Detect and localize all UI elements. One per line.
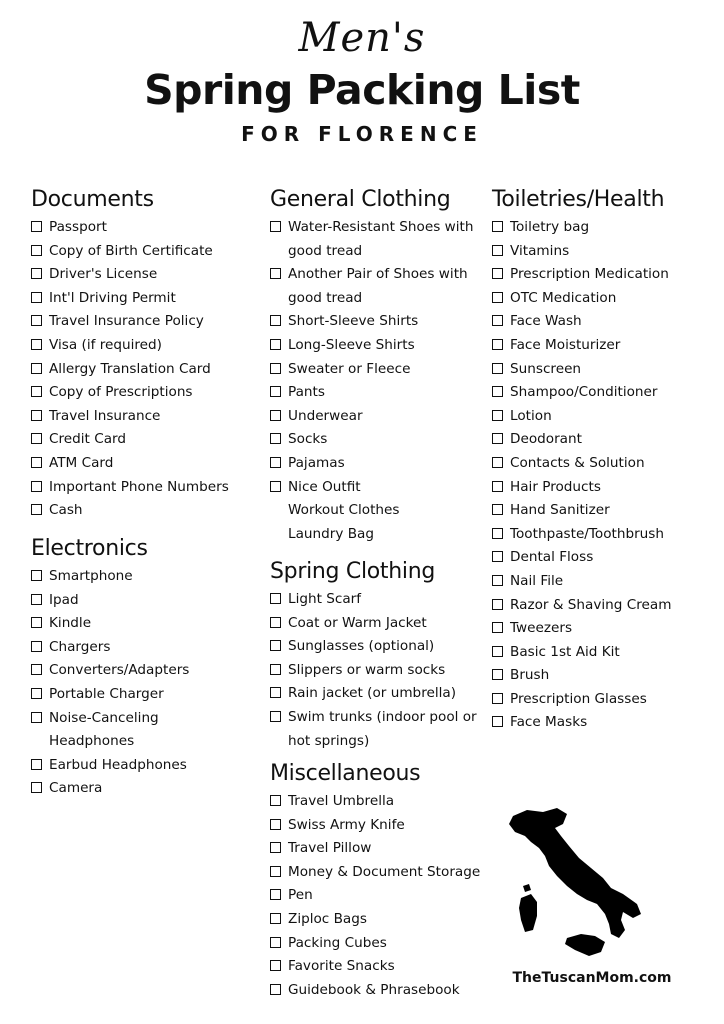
checkbox[interactable] bbox=[492, 315, 503, 326]
item-label: Sunglasses (optional) bbox=[288, 638, 435, 655]
checkbox[interactable] bbox=[31, 315, 42, 326]
checklist-item[interactable] bbox=[492, 334, 671, 358]
checklist-item[interactable] bbox=[492, 499, 671, 523]
checkbox[interactable] bbox=[492, 575, 503, 586]
checklist-item[interactable] bbox=[270, 358, 473, 382]
checklist-item[interactable] bbox=[492, 263, 671, 287]
checkbox[interactable] bbox=[270, 664, 281, 675]
item-label: Prescription Medication bbox=[510, 266, 669, 283]
checklist-item[interactable] bbox=[270, 955, 480, 979]
checkbox[interactable] bbox=[492, 504, 503, 515]
checklist-item[interactable] bbox=[270, 659, 477, 683]
item-label: good tread bbox=[288, 289, 363, 306]
section-toiletries-health bbox=[492, 186, 671, 735]
checklist-item[interactable] bbox=[31, 358, 229, 382]
checklist-item[interactable] bbox=[31, 499, 229, 523]
item-label: Prescription Glasses bbox=[510, 690, 647, 707]
checkbox[interactable] bbox=[270, 795, 281, 806]
checklist-item[interactable] bbox=[31, 754, 189, 778]
checklist-item[interactable] bbox=[31, 636, 189, 660]
checklist-item[interactable] bbox=[31, 476, 229, 500]
item-label: Nice Outfit bbox=[288, 478, 361, 495]
checkbox[interactable] bbox=[492, 363, 503, 374]
checklist-item[interactable] bbox=[270, 452, 473, 476]
checkbox[interactable] bbox=[270, 640, 281, 651]
section-title: General Clothing bbox=[270, 187, 451, 212]
checkbox[interactable] bbox=[270, 617, 281, 628]
checkbox[interactable] bbox=[270, 984, 281, 995]
checkbox[interactable] bbox=[270, 433, 281, 444]
checkbox[interactable] bbox=[492, 693, 503, 704]
item-label: Pajamas bbox=[288, 454, 345, 471]
checklist-item[interactable] bbox=[270, 790, 480, 814]
checklist bbox=[31, 565, 189, 801]
checklist-item-continuation bbox=[31, 730, 189, 754]
checklist-item[interactable] bbox=[492, 240, 671, 264]
section-title: Electronics bbox=[31, 536, 148, 561]
checkbox[interactable] bbox=[270, 866, 281, 877]
checklist-item-continuation bbox=[270, 287, 473, 311]
checkbox[interactable] bbox=[31, 759, 42, 770]
checklist-item[interactable] bbox=[270, 428, 473, 452]
item-label: Another Pair of Shoes with bbox=[288, 266, 468, 283]
checkbox[interactable] bbox=[492, 339, 503, 350]
checklist-item[interactable] bbox=[492, 287, 671, 311]
checklist-item[interactable] bbox=[492, 476, 671, 500]
checkbox[interactable] bbox=[492, 433, 503, 444]
checkbox[interactable] bbox=[270, 481, 281, 492]
item-label: Passport bbox=[49, 219, 107, 235]
checklist-item[interactable] bbox=[492, 594, 671, 618]
checklist-item[interactable] bbox=[270, 861, 480, 885]
item-label: Tweezers bbox=[510, 620, 573, 637]
item-label: Credit Card bbox=[49, 431, 127, 448]
checkbox[interactable] bbox=[31, 782, 42, 793]
checkbox[interactable] bbox=[31, 363, 42, 374]
page-title: Spring Packing List bbox=[144, 66, 580, 114]
checklist-item[interactable] bbox=[492, 688, 671, 712]
section-spring-clothing bbox=[270, 558, 477, 753]
checklist-item[interactable] bbox=[31, 240, 229, 264]
checklist-item[interactable] bbox=[492, 546, 671, 570]
item-label: Coat or Warm Jacket bbox=[288, 614, 427, 631]
checkbox[interactable] bbox=[270, 937, 281, 948]
checkbox[interactable] bbox=[31, 292, 42, 303]
checklist-item[interactable] bbox=[31, 287, 229, 311]
item-label: Slippers or warm socks bbox=[288, 661, 446, 678]
checkbox[interactable] bbox=[492, 716, 503, 727]
checklist-item[interactable] bbox=[270, 908, 480, 932]
checklist-item-continuation bbox=[270, 730, 477, 754]
item-label: Shampoo/Conditioner bbox=[510, 384, 658, 401]
item-label: Hand Sanitizer bbox=[510, 502, 610, 519]
item-label: Dental Floss bbox=[510, 549, 594, 566]
item-label: Travel Insurance bbox=[49, 407, 161, 424]
section-documents bbox=[31, 186, 229, 523]
checklist-item[interactable] bbox=[31, 612, 189, 636]
item-label: Earbud Headphones bbox=[49, 756, 187, 773]
checklist-item[interactable] bbox=[31, 683, 189, 707]
checkbox[interactable] bbox=[31, 688, 42, 699]
checklist-item[interactable] bbox=[31, 334, 229, 358]
item-label: Deodorant bbox=[510, 431, 582, 448]
item-label: Swiss Army Knife bbox=[288, 816, 405, 833]
checklist-item[interactable] bbox=[270, 612, 477, 636]
checklist-item[interactable] bbox=[31, 263, 229, 287]
checkbox[interactable] bbox=[31, 570, 42, 581]
item-label: Packing Cubes bbox=[288, 934, 387, 951]
item-label: Driver's License bbox=[49, 266, 158, 283]
section-title: Documents bbox=[31, 187, 154, 212]
item-label: Favorite Snacks bbox=[288, 958, 395, 975]
item-label: Ipad bbox=[49, 591, 79, 608]
item-label: Short-Sleeve Shirts bbox=[288, 313, 419, 330]
item-label: Laundry Bag bbox=[288, 525, 375, 542]
checkbox[interactable] bbox=[31, 433, 42, 444]
item-label: Basic 1st Aid Kit bbox=[510, 643, 620, 660]
item-label: Cash bbox=[49, 502, 83, 519]
checklist-item[interactable] bbox=[270, 837, 480, 861]
checkbox[interactable] bbox=[31, 617, 42, 628]
section-general-clothing bbox=[270, 186, 473, 546]
checkbox[interactable] bbox=[31, 641, 42, 652]
section-title: Miscellaneous bbox=[270, 761, 421, 786]
checkbox[interactable] bbox=[270, 315, 281, 326]
item-label: Kindle bbox=[49, 615, 92, 632]
checklist-item[interactable] bbox=[270, 263, 473, 287]
checklist-item-no-box bbox=[270, 499, 473, 523]
checklist-item-no-box bbox=[270, 523, 473, 547]
item-label: Underwear bbox=[288, 407, 363, 424]
item-label: Water-Resistant Shoes with bbox=[288, 219, 474, 235]
checkbox[interactable] bbox=[492, 457, 503, 468]
checklist-item[interactable] bbox=[31, 452, 229, 476]
checklist-item[interactable] bbox=[270, 884, 480, 908]
checklist-item[interactable] bbox=[492, 358, 671, 382]
checkbox[interactable] bbox=[270, 363, 281, 374]
item-label: Headphones bbox=[49, 733, 135, 750]
item-label: Rain jacket (or umbrella) bbox=[288, 685, 457, 702]
checklist-item[interactable] bbox=[31, 428, 229, 452]
item-label: Sweater or Fleece bbox=[288, 360, 411, 377]
checkbox[interactable] bbox=[492, 646, 503, 657]
item-label: Swim trunks (indoor pool or bbox=[288, 708, 477, 725]
checkbox[interactable] bbox=[492, 221, 503, 232]
checklist-item[interactable] bbox=[492, 617, 671, 641]
checklist-item[interactable] bbox=[270, 706, 477, 730]
item-label: Travel Pillow bbox=[288, 840, 372, 857]
checklist-item[interactable] bbox=[492, 428, 671, 452]
item-label: Socks bbox=[288, 431, 328, 448]
checkbox[interactable] bbox=[270, 221, 281, 232]
item-label: Smartphone bbox=[49, 568, 133, 584]
item-label: Light Scarf bbox=[288, 591, 362, 607]
item-label: OTC Medication bbox=[510, 289, 617, 306]
checkbox[interactable] bbox=[270, 711, 281, 722]
checkbox[interactable] bbox=[31, 339, 42, 350]
checkbox[interactable] bbox=[31, 221, 42, 232]
checkbox[interactable] bbox=[492, 528, 503, 539]
checklist-item[interactable] bbox=[492, 523, 671, 547]
checklist-item[interactable] bbox=[270, 814, 480, 838]
item-label: Workout Clothes bbox=[288, 502, 400, 519]
checkbox[interactable] bbox=[270, 687, 281, 698]
checklist-item[interactable] bbox=[492, 381, 671, 405]
checklist bbox=[270, 790, 480, 1002]
item-label: Toothpaste/Toothbrush bbox=[510, 525, 664, 542]
item-label: Contacts & Solution bbox=[510, 454, 645, 471]
checklist-item[interactable] bbox=[270, 405, 473, 429]
checkbox[interactable] bbox=[492, 551, 503, 562]
item-label: Portable Charger bbox=[49, 685, 164, 702]
checklist-item[interactable] bbox=[492, 216, 671, 240]
item-label: Brush bbox=[510, 667, 550, 684]
checklist-item[interactable] bbox=[270, 635, 477, 659]
item-label: Money & Document Storage bbox=[288, 863, 481, 880]
checkbox[interactable] bbox=[492, 268, 503, 279]
checkbox[interactable] bbox=[31, 481, 42, 492]
checkbox[interactable] bbox=[492, 622, 503, 633]
item-label: Toiletry bag bbox=[510, 219, 590, 235]
item-label: Copy of Birth Certificate bbox=[49, 242, 213, 259]
checkbox[interactable] bbox=[492, 669, 503, 680]
checklist-item[interactable] bbox=[492, 310, 671, 334]
item-label: ATM Card bbox=[49, 454, 114, 471]
item-label: Hair Products bbox=[510, 478, 601, 495]
italy-map-icon bbox=[505, 806, 645, 961]
item-label: Pants bbox=[288, 384, 325, 401]
checkbox[interactable] bbox=[31, 504, 42, 515]
checkbox[interactable] bbox=[492, 481, 503, 492]
section-miscellaneous bbox=[270, 760, 480, 1002]
item-label: Noise-Canceling bbox=[49, 709, 159, 726]
item-label: hot springs) bbox=[288, 732, 370, 749]
item-label: Guidebook & Phrasebook bbox=[288, 981, 460, 998]
checklist-item[interactable] bbox=[270, 476, 473, 500]
checklist-item[interactable] bbox=[270, 334, 473, 358]
checklist-item[interactable] bbox=[492, 570, 671, 594]
item-label: Sunscreen bbox=[510, 360, 582, 377]
item-label: Lotion bbox=[510, 407, 552, 424]
section-title: Toiletries/Health bbox=[492, 187, 665, 212]
item-label: Face Masks bbox=[510, 714, 588, 731]
checklist-item[interactable] bbox=[270, 682, 477, 706]
item-label: Chargers bbox=[49, 638, 111, 655]
item-label: Travel Umbrella bbox=[288, 793, 395, 809]
checklist-item[interactable] bbox=[31, 381, 229, 405]
checkbox[interactable] bbox=[492, 292, 503, 303]
item-label: Pen bbox=[288, 887, 313, 904]
item-label: Vitamins bbox=[510, 242, 570, 259]
checklist-item[interactable] bbox=[492, 711, 671, 735]
checklist-item[interactable] bbox=[270, 216, 473, 240]
item-label: Travel Insurance Policy bbox=[49, 313, 204, 330]
item-label: Allergy Translation Card bbox=[49, 360, 211, 377]
checkbox[interactable] bbox=[492, 599, 503, 610]
item-label: Ziploc Bags bbox=[288, 910, 367, 927]
checkbox[interactable] bbox=[31, 594, 42, 605]
item-label: Copy of Prescriptions bbox=[49, 384, 193, 401]
item-label: Nail File bbox=[510, 572, 564, 589]
script-title: Men's bbox=[298, 15, 426, 61]
checkbox[interactable] bbox=[270, 457, 281, 468]
checklist-item[interactable] bbox=[492, 641, 671, 665]
item-label: Face Moisturizer bbox=[510, 336, 621, 353]
item-label: Camera bbox=[49, 780, 103, 797]
checklist-item[interactable] bbox=[31, 405, 229, 429]
checkbox[interactable] bbox=[270, 819, 281, 830]
section-title: Spring Clothing bbox=[270, 559, 436, 584]
checklist-item[interactable] bbox=[31, 310, 229, 334]
checklist bbox=[31, 216, 229, 523]
item-label: Int'l Driving Permit bbox=[49, 289, 176, 306]
page-subtitle: FOR FLORENCE bbox=[241, 122, 483, 146]
checklist-item[interactable] bbox=[31, 565, 189, 589]
checkbox[interactable] bbox=[492, 410, 503, 421]
checklist-item[interactable] bbox=[492, 452, 671, 476]
checklist-item[interactable] bbox=[31, 777, 189, 801]
checkbox[interactable] bbox=[270, 268, 281, 279]
checklist bbox=[492, 216, 671, 735]
checkbox[interactable] bbox=[270, 386, 281, 397]
website-url: TheTuscanMom.com bbox=[512, 970, 672, 986]
checklist-item[interactable] bbox=[31, 659, 189, 683]
item-label: Face Wash bbox=[510, 313, 582, 330]
checkbox[interactable] bbox=[31, 410, 42, 421]
item-label: good tread bbox=[288, 242, 363, 259]
checkbox[interactable] bbox=[270, 913, 281, 924]
checkbox[interactable] bbox=[270, 842, 281, 853]
checklist-item[interactable] bbox=[270, 932, 480, 956]
checklist-item[interactable] bbox=[270, 310, 473, 334]
checkbox[interactable] bbox=[31, 712, 42, 723]
checkbox[interactable] bbox=[270, 410, 281, 421]
item-label: Razor & Shaving Cream bbox=[510, 596, 672, 613]
checklist-item[interactable] bbox=[492, 664, 671, 688]
checkbox[interactable] bbox=[31, 245, 42, 256]
checklist-item[interactable] bbox=[31, 589, 189, 613]
checklist-item[interactable] bbox=[492, 405, 671, 429]
checklist-item-continuation bbox=[270, 240, 473, 264]
checkbox[interactable] bbox=[492, 245, 503, 256]
checkbox[interactable] bbox=[31, 664, 42, 675]
checklist-item[interactable] bbox=[31, 707, 189, 731]
checklist-item[interactable] bbox=[270, 979, 480, 1003]
checkbox[interactable] bbox=[270, 593, 281, 604]
checkbox[interactable] bbox=[270, 889, 281, 900]
checkbox[interactable] bbox=[31, 268, 42, 279]
checklist-item[interactable] bbox=[270, 381, 473, 405]
item-label: Important Phone Numbers bbox=[49, 478, 229, 495]
checkbox[interactable] bbox=[270, 960, 281, 971]
checkbox[interactable] bbox=[492, 386, 503, 397]
item-label: Converters/Adapters bbox=[49, 662, 190, 679]
checklist-item[interactable] bbox=[270, 588, 477, 612]
checklist bbox=[270, 588, 477, 753]
checkbox[interactable] bbox=[270, 339, 281, 350]
checkbox[interactable] bbox=[31, 457, 42, 468]
checkbox[interactable] bbox=[31, 386, 42, 397]
item-label: Visa (if required) bbox=[49, 336, 162, 353]
section-electronics bbox=[31, 535, 189, 801]
checklist bbox=[270, 216, 473, 546]
item-label: Long-Sleeve Shirts bbox=[288, 336, 415, 353]
checklist-item[interactable] bbox=[31, 216, 229, 240]
